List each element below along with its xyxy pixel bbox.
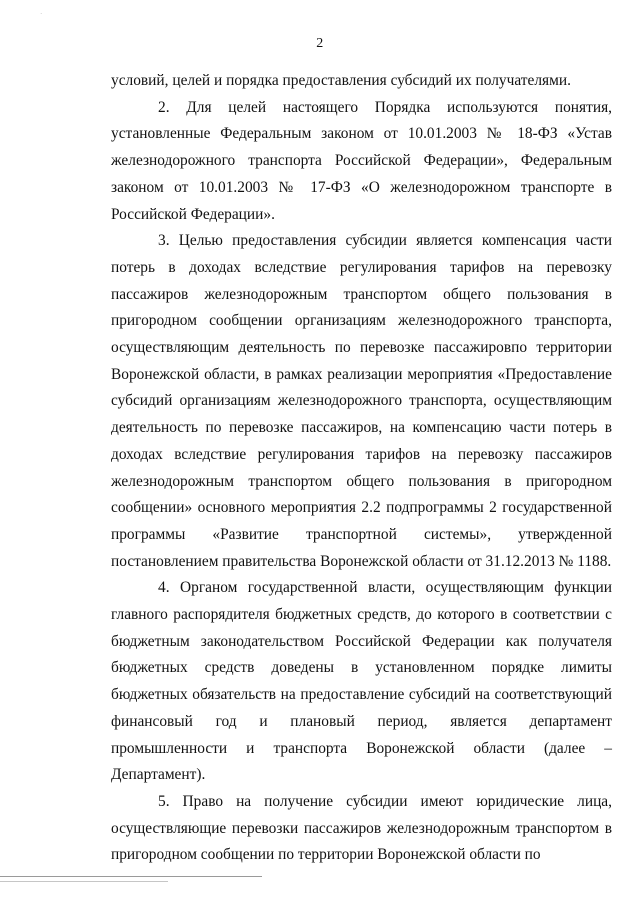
paragraph-4-authority: 4. Органом государственной власти, осуществляющим функции главного распорядителя бюджетных средств, до которого в соответствии с бюджетным законодательством Российской Федерации как получателя бюджетных средств доведены в установленном порядке лимиты бюджетных обязательств на предоставление субсидий на соответствующий финансовый год и плановый период, является департамент промышленности и транспорта Воронежской области (далее – Департамент). [111,579,612,784]
scan-corner-mark: · [40,10,43,18]
paragraph-3-purpose: 3. Целью предоставления субсидии является компенсация части потерь в доходах вследствие регулирования тарифов на перевозку пассажиров железнодорожным транспортом общего пользования в пригородном сообщении организациям железнодорожного транспорта, осуществляющим деятельность по перевозке пассажировпо территории Воронежской области, в рамках реализации мероприятия «Предоставление субсидий организациям железнодорожного транспорта, осуществляющим деятельность по перевозке пассажиров, на компенсацию части потерь в доходах вследствие регулирования тарифов на перевозку пассажиров железнодорожным транспортом общего пользования в пригородном сообщении» основного мероприятия 2.2 подпрограммы 2 государственной программы «Развитие транспортной системы», утвержденной постановлением правительства Воронежской области от 31.12.2013 № 1188. [111,232,612,570]
document-body [111,68,612,869]
page-number: 2 [316,36,324,51]
paragraph-2-definitions: 2. Для целей настоящего Порядка используются понятия, установленные Федеральным законом от 10.01.2003 № 18-ФЗ «Устав железнодорожного транспорта Российской Федерации», Федеральным законом от 10.01.2003 № 17-ФЗ «О железнодорожном транспорте в Российской Федерации». [111,98,612,223]
footer-divider-secondary [0,881,168,882]
footer-divider [0,876,262,877]
paragraph-1-continuation: условий, целей и порядка предоставления субсидий их получателями. [111,72,571,89]
paragraph-5-eligibility: 5. Право на получение субсидии имеют юридические лица, осуществляющие перевозки пассажиров железнодорожным транспортом в пригородном сообщении по территории Воронежской области по [111,792,612,864]
